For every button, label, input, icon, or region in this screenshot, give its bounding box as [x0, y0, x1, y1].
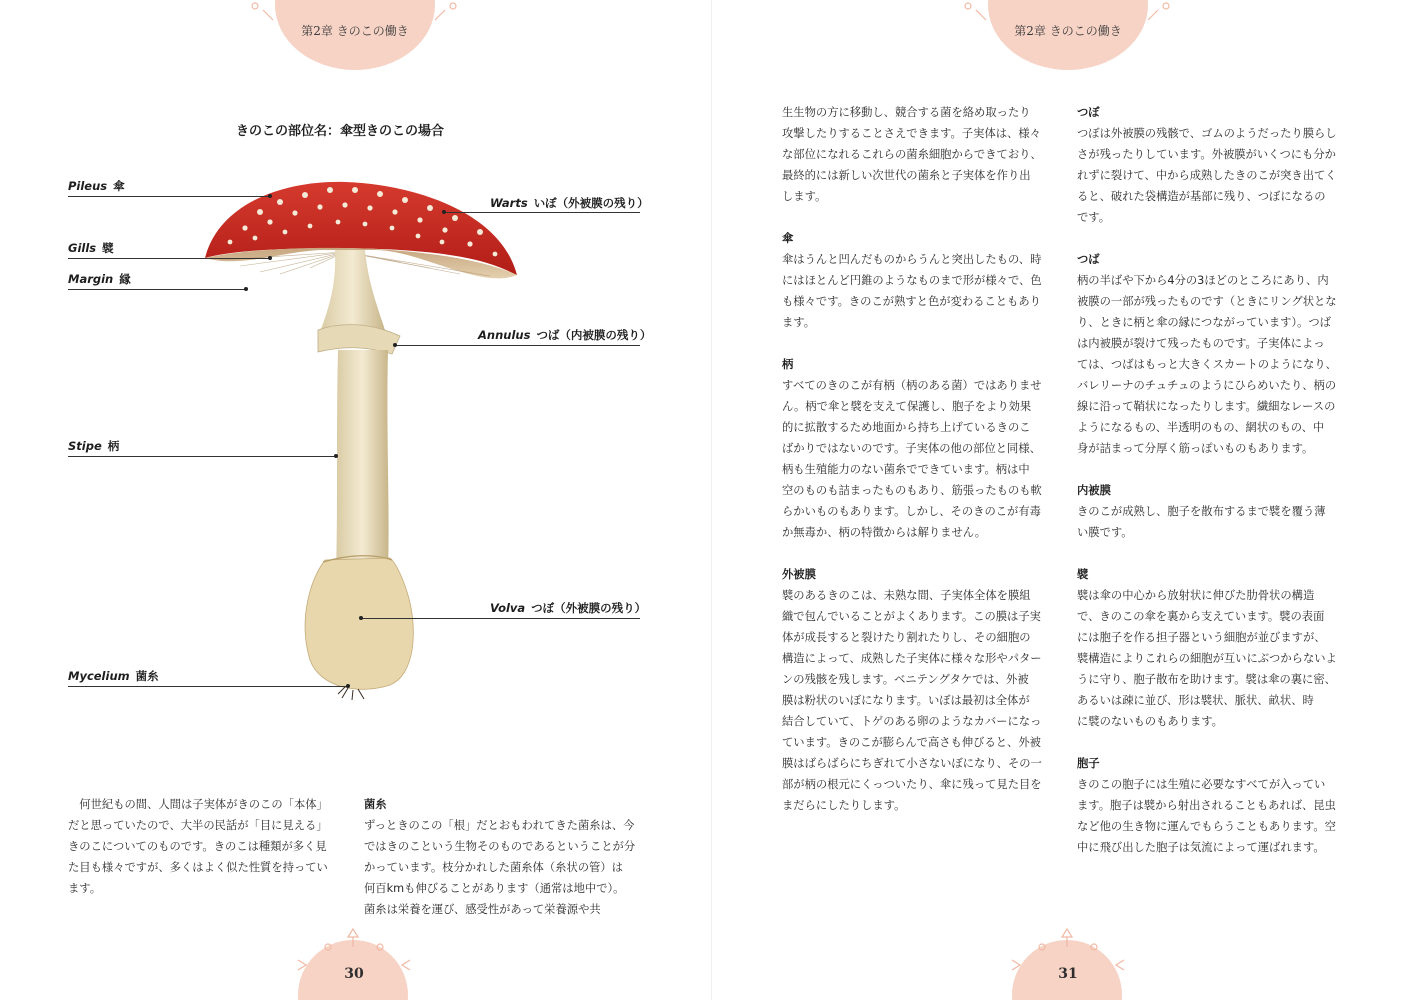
diagram-title: きのこの部位名：傘型きのこの場合: [236, 124, 445, 139]
leader-line: [68, 686, 348, 687]
section-heading: 襞: [1077, 568, 1089, 581]
right-column-1: 生生物の方に移動し、競合する菌を絡め取ったり 攻撃したりすることさえできます。子実体は、様々 な部位になれるこれらの菌糸細胞からできており、 最終的には新しい次世代の菌糸と子実体を作り出 します。 傘 傘はうんと凹んだものからうんと突出したもの、時 にはほとんど円錐のようなものまで形が様々で、色 も様々です。きのこが熟すと色が変わることもあり ます。 柄 すべてのきのこが有柄（柄のある菌）ではありませ ん。柄で傘と襞を支えて保護し、胞子をより効果 的に拡散するため地面から持ち上げているきのこ ばかりではないのです。子実体の他の部位と同様、 柄も生殖能力のない菌糸でできています。柄は中 空のものも詰まったものもあり、筋張ったものも軟 らかいものもあります。しかし、そのきのこが有毒 か無毒か、柄の特徴からは解りません。 外被膜 襞のあるきのこは、未熟な間、子実体全体を膜組 織で包んでいることがよくあります。この膜は子実 体が成長すると裂けたり割れたりし、その細胞の 構造によって、成熟した子実体に様々な形やパター ンの残骸を残します。ベニテングタケでは、外被 膜は粉状のいぼになります。いぼは最初は全体が 結合していて、トゲのある卵のようなカバーになっ ています。きのこが膨らんで高さも伸びると、外被 膜はばらばらにちぎれて小さないぼになり、その一 部が柄の根元にくっついたり、傘に残って見た目を まだらにしたりします。: [782, 102, 1070, 816]
mycelium-section: 菌糸 ずっときのこの「根」だとおもわれてきた菌糸は、今 ではきのこという生物そのものであるということが分 かっています。枝分かれした菌糸体（糸状の管）は 何百kmも伸びることがあります（通常は地中で）。 菌糸は栄養を運び、感受性があって栄養源や共: [364, 794, 644, 920]
amanita-mushroom-illustration: [160, 150, 530, 710]
section-heading: 傘: [782, 232, 794, 245]
leader-line: [362, 618, 640, 619]
leader-line: [68, 258, 270, 259]
leader-dot: [334, 454, 338, 458]
header-ornament-icon: [245, 0, 465, 30]
section-heading: 菌糸: [364, 798, 387, 811]
leader-line: [68, 289, 246, 290]
leader-dot: [359, 616, 363, 620]
label-margin: Margin 縁: [68, 272, 131, 286]
leader-line: [68, 456, 336, 457]
left-intro-paragraph: 何世紀もの間、人間は子実体がきのこの「本体」 だと思っていたので、大半の民話が「目に見える」 きのこについてのものです。きのこは種類が多く見 た目も様々ですが、多くはよく似た性質を持ってい ます。: [68, 798, 328, 895]
leader-line: [396, 345, 640, 346]
label-pileus: Pileus 傘: [68, 179, 125, 193]
leader-dot: [393, 343, 397, 347]
header-ornament-icon: [958, 0, 1178, 30]
section-heading: 胞子: [1077, 757, 1100, 770]
running-header-left: 第2章 きのこの働き: [301, 24, 409, 38]
section-heading: つば: [1077, 253, 1100, 266]
page-number-left: 30: [344, 966, 364, 982]
running-header-right: 第2章 きのこの働き: [1014, 24, 1122, 38]
label-gills: Gills 襞: [68, 241, 114, 255]
leader-line: [445, 212, 640, 213]
label-stipe: Stipe 柄: [68, 439, 120, 453]
leader-dot: [268, 194, 272, 198]
label-annulus: Annulus つば（内被膜の残り）: [478, 328, 652, 342]
leader-dot: [268, 256, 272, 260]
leader-dot: [346, 684, 350, 688]
label-mycelium: Mycelium 菌糸: [68, 669, 159, 683]
leader-dot: [244, 287, 248, 291]
label-warts: Warts いぼ（外被膜の残り）: [490, 196, 649, 210]
leader-line: [68, 196, 270, 197]
section-heading: つぼ: [1077, 106, 1100, 119]
right-column-2: つぼ つぼは外被膜の残骸で、ゴムのようだったり膜らし さが残ったりしています。外被膜がいくつにも分か れずに裂けて、中から成熟したきのこが突き出てく ると、破れた袋構造が基部に残り、つぼになるの です。 つば 柄の半ばや下から4分の3ほどのところにあり、内 被膜の一部が残ったものです（ときにリング状とな り、ときに柄と傘の縁につながっています）。つば は内被膜が裂けて残ったものです。子実体によっ ては、つばはもっと大きくスカートのようになり、 バレリーナのチュチュのようにひらめいたり、柄の 線に沿って鞘状になったりします。繊細なレースの ようになるもの、半透明のもの、網状のもの、中 身が詰まって分厚く筋っぽいものもあります。 内被膜 きのこが成熟し、胞子を散布するまで襞を覆う薄 い膜です。 襞 襞は傘の中心から放射状に伸びた肋骨状の構造 で、きのこの傘を裏から支えています。襞の表面 には胞子を作る担子器という細胞が並びますが、 襞構造によりこれらの細胞が互いにぶつからないよ うに守り、胞子散布を助けます。襞は傘の裏に密、 あるいは疎に並び、形は襞状、脈状、畝状、時 に襞のないものもあります。 胞子 きのこの胞子には生殖に必要なすべてが入ってい ます。胞子は襞から射出されることもあれば、昆虫 など他の生き物に運んでもらうこともあります。空 中に飛び出した胞子は気流によって運ばれます。: [1077, 102, 1367, 858]
left-page: [0, 0, 711, 1000]
section-heading: 柄: [782, 358, 794, 371]
label-volva: Volva つぼ（外被膜の残り）: [490, 601, 647, 615]
leader-dot: [442, 210, 446, 214]
right-page: [712, 0, 1423, 1000]
section-heading: 外被膜: [782, 568, 816, 581]
section-heading: 内被膜: [1077, 484, 1111, 497]
page-number-right: 31: [1058, 966, 1078, 982]
